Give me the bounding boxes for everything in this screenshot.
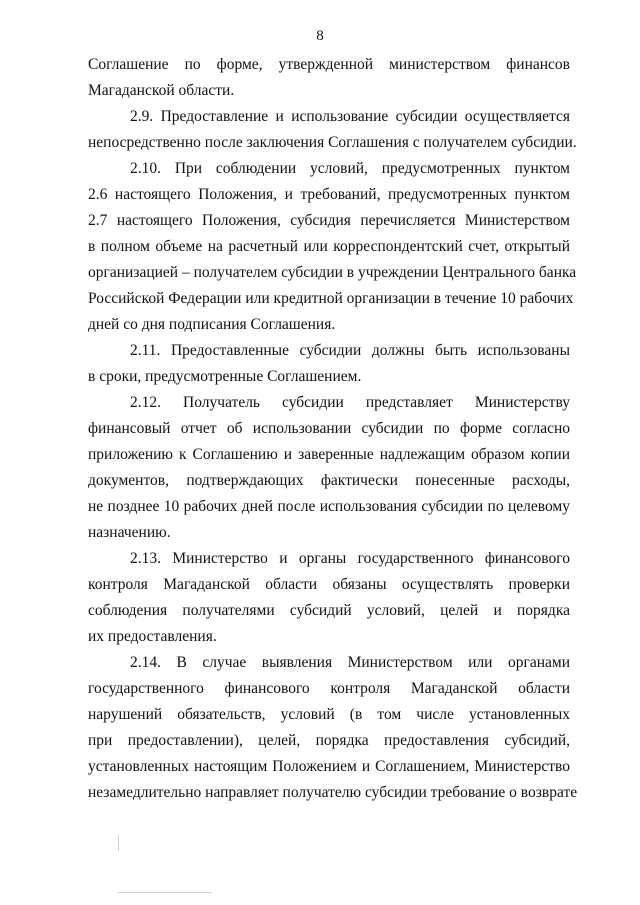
document-body [88,52,578,806]
paragraph-line: Соглашение по форме, утвержденной министерством финансов [88,56,570,73]
paragraph-line: государственного финансового контроля Магаданской области [88,680,570,697]
paragraph-line: соблюдения получателями субсидий условий, целей и порядка [88,602,570,619]
paragraph-2-10 [88,156,577,338]
paragraph-line: 2.10. При соблюдении условий, предусмотренных пунктом [130,160,570,177]
paragraph-line: документов, подтверждающих фактически понесенные расходы, [88,472,570,489]
paragraph-line: в полном объеме на расчетный или корреспондентский счет, открытый [88,238,570,255]
paragraph-line: их предоставления. [88,628,217,645]
paragraph-2-9 [88,104,577,156]
paragraph-line: непосредственно после заключения Соглашения с получателем субсидии. [88,134,577,151]
paragraph-line: организацией – получателем субсидии в учреждении Центрального банка [88,264,577,281]
paragraph-line: 2.6 настоящего Положения, и требований, предусмотренных пунктом [88,186,570,203]
paragraph-line: назначению. [88,524,171,541]
paragraph-line: финансовый отчет об использовании субсидии по форме согласно [88,420,570,437]
paragraph-line: 2.14. В случае выявления Министерством или органами [130,654,570,671]
paragraph-line: нарушений обязательств, условий (в том числе установленных [88,706,570,723]
scan-edge-mark [118,835,119,851]
paragraph-2-13 [88,546,570,650]
paragraph-line: дней со дня подписания Соглашения. [88,316,336,333]
paragraph-2-11 [88,338,570,390]
paragraph-line: Российской Федерации или кредитной организации в течение 10 рабочих [88,290,574,307]
paragraph-line: приложению к Соглашению и заверенные надлежащим образом копии [88,446,570,463]
paragraph-line: не позднее 10 рабочих дней после использования субсидии по целевому [88,498,570,515]
paragraph-line: незамедлительно направляет получателю субсидии требование о возврате [88,784,578,801]
paragraph-line: 2.13. Министерство и органы государственного финансового [130,550,570,567]
paragraph-line: 2.7 настоящего Положения, субсидия перечисляется Министерством [88,212,570,229]
paragraph-line: в сроки, предусмотренные Соглашением. [88,368,362,385]
scan-edge-mark [118,892,212,893]
paragraph-line: Магаданской области. [88,82,235,99]
paragraph-line: 2.11. Предоставленные субсидии должны быть использованы [130,342,570,359]
paragraph-line: при предоставлении), целей, порядка предоставления субсидий, [88,732,570,749]
paragraph-2-12 [88,390,570,546]
paragraph-2-14 [88,650,578,806]
paragraph-line: контроля Магаданской области обязаны осуществлять проверки [88,576,570,593]
page-number: 8 [316,28,324,44]
paragraph-line: установленных настоящим Положением и Соглашением, Министерство [88,758,570,775]
paragraph-line: 2.12. Получатель субсидии представляет Министерству [130,394,570,411]
paragraph-line: 2.9. Предоставление и использование субсидии осуществляется [130,108,570,125]
paragraph-continuation [88,52,570,104]
